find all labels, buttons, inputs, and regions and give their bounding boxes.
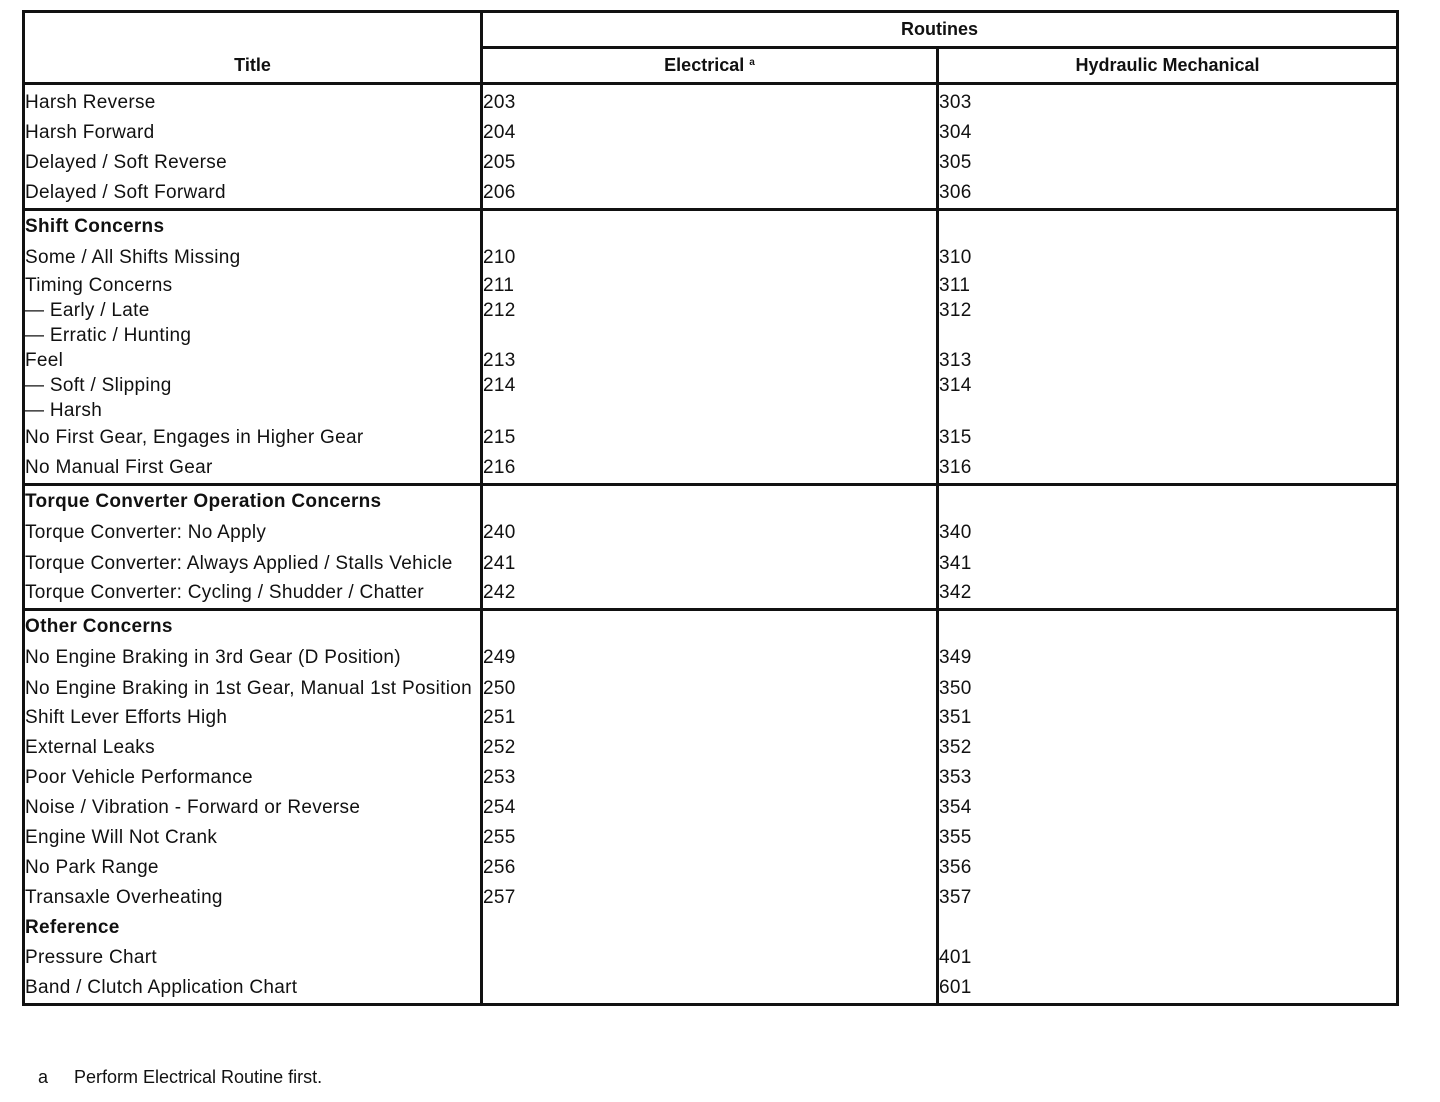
row-hydraulic: 310 [938,243,1398,273]
row-electrical: 250 [482,673,938,703]
group-subheading-row [24,913,1398,943]
row-title: Timing Concerns [24,273,482,298]
row-hydraulic: 351 [938,703,1398,733]
table-row [24,243,1398,273]
row-electrical: 252 [482,733,938,763]
table-row [24,643,1398,673]
column-header-hydraulic: Hydraulic Mechanical [938,48,1398,84]
table-row [24,84,1398,119]
row-title: No Park Range [24,853,482,883]
row-electrical: 211 [482,273,938,298]
column-header-routines: Routines [482,12,1398,48]
diagnostic-table-container [22,10,1399,1006]
row-title: No Manual First Gear [24,453,482,485]
table-row [24,298,1398,323]
row-title: Feel [24,348,482,373]
group-heading-row [24,610,1398,644]
row-hydraulic: 355 [938,823,1398,853]
table-row [24,518,1398,548]
row-title: — Harsh [24,398,482,423]
row-title: Engine Will Not Crank [24,823,482,853]
table-row [24,578,1398,610]
row-electrical: 254 [482,793,938,823]
column-header-electrical [482,48,938,84]
row-hydraulic: 312 [938,298,1398,323]
diagnostic-routines-table [22,10,1399,1006]
row-hydraulic: 350 [938,673,1398,703]
row-title: Harsh Forward [24,118,482,148]
table-row [24,853,1398,883]
row-title: Pressure Chart [24,943,482,973]
row-hydraulic: 349 [938,643,1398,673]
table-row [24,883,1398,913]
group-heading: Other Concerns [24,610,482,644]
group-heading: Torque Converter Operation Concerns [24,485,482,519]
row-title: — Soft / Slipping [24,373,482,398]
row-electrical [482,323,938,348]
row-title: — Early / Late [24,298,482,323]
row-electrical: 214 [482,373,938,398]
group-heading-row [24,485,1398,519]
row-electrical: 240 [482,518,938,548]
table-row [24,273,1398,298]
row-hydraulic: 340 [938,518,1398,548]
table-row [24,733,1398,763]
table-row [24,178,1398,210]
row-hydraulic: 353 [938,763,1398,793]
row-hydraulic: 313 [938,348,1398,373]
table-row [24,453,1398,485]
row-hydraulic [938,323,1398,348]
table-row [24,703,1398,733]
row-electrical: 249 [482,643,938,673]
table-row [24,548,1398,578]
table-row [24,423,1398,453]
footnote-label: a [38,1067,49,1087]
row-electrical: 212 [482,298,938,323]
row-title: Some / All Shifts Missing [24,243,482,273]
row-hydraulic: 342 [938,578,1398,610]
table-row [24,148,1398,178]
row-electrical: 242 [482,578,938,610]
row-hydraulic: 341 [938,548,1398,578]
group-torque-converter [24,485,1398,610]
row-electrical [482,398,938,423]
row-electrical: 203 [482,84,938,119]
table-row [24,673,1398,703]
table-row [24,823,1398,853]
row-hydraulic [938,398,1398,423]
group-shift-concerns [24,210,1398,485]
row-electrical: 251 [482,703,938,733]
table-row [24,943,1398,973]
row-hydraulic: 306 [938,178,1398,210]
row-title: Torque Converter: Cycling / Shudder / Chatter [24,578,482,610]
row-hydraulic: 304 [938,118,1398,148]
group-subheading: Reference [24,913,482,943]
row-title: Torque Converter: No Apply [24,518,482,548]
table-row [24,398,1398,423]
row-title: Shift Lever Efforts High [24,703,482,733]
row-title: Poor Vehicle Performance [24,763,482,793]
row-electrical: 206 [482,178,938,210]
group-general [24,84,1398,210]
footnote-text: Perform Electrical Routine first. [74,1067,323,1087]
row-hydraulic: 314 [938,373,1398,398]
row-electrical: 241 [482,548,938,578]
row-title: Band / Clutch Application Chart [24,973,482,1005]
row-title: Noise / Vibration - Forward or Reverse [24,793,482,823]
row-title: No Engine Braking in 1st Gear, Manual 1st Position [24,673,482,703]
row-hydraulic: 305 [938,148,1398,178]
electrical-label: Electrical [664,55,745,75]
row-title: Harsh Reverse [24,84,482,119]
row-electrical: 255 [482,823,938,853]
row-electrical: 256 [482,853,938,883]
row-title: External Leaks [24,733,482,763]
footnote-mark: a [749,57,755,68]
row-electrical: 253 [482,763,938,793]
group-heading: Shift Concerns [24,210,482,244]
row-hydraulic: 316 [938,453,1398,485]
row-electrical: 204 [482,118,938,148]
row-title: No Engine Braking in 3rd Gear (D Position) [24,643,482,673]
row-title: Delayed / Soft Reverse [24,148,482,178]
row-title: Delayed / Soft Forward [24,178,482,210]
table-row [24,373,1398,398]
row-electrical: 257 [482,883,938,913]
table-row [24,793,1398,823]
column-header-title: Title [24,12,482,84]
table-row [24,973,1398,1005]
row-title: — Erratic / Hunting [24,323,482,348]
group-other-concerns [24,610,1398,1005]
row-electrical [482,943,938,973]
table-row [24,118,1398,148]
row-hydraulic: 311 [938,273,1398,298]
row-electrical [482,973,938,1005]
row-hydraulic: 354 [938,793,1398,823]
row-electrical: 210 [482,243,938,273]
table-row [24,763,1398,793]
row-hydraulic: 401 [938,943,1398,973]
row-electrical: 215 [482,423,938,453]
group-heading-row [24,210,1398,244]
row-title: No First Gear, Engages in Higher Gear [24,423,482,453]
row-hydraulic: 303 [938,84,1398,119]
row-hydraulic: 356 [938,853,1398,883]
row-title: Torque Converter: Always Applied / Stalls Vehicle [24,548,482,578]
table-row [24,323,1398,348]
row-electrical: 205 [482,148,938,178]
table-row [24,348,1398,373]
row-title: Transaxle Overheating [24,883,482,913]
row-electrical: 213 [482,348,938,373]
row-electrical: 216 [482,453,938,485]
row-hydraulic: 352 [938,733,1398,763]
row-hydraulic: 357 [938,883,1398,913]
row-hydraulic: 601 [938,973,1398,1005]
row-hydraulic: 315 [938,423,1398,453]
footnote [38,1067,322,1088]
